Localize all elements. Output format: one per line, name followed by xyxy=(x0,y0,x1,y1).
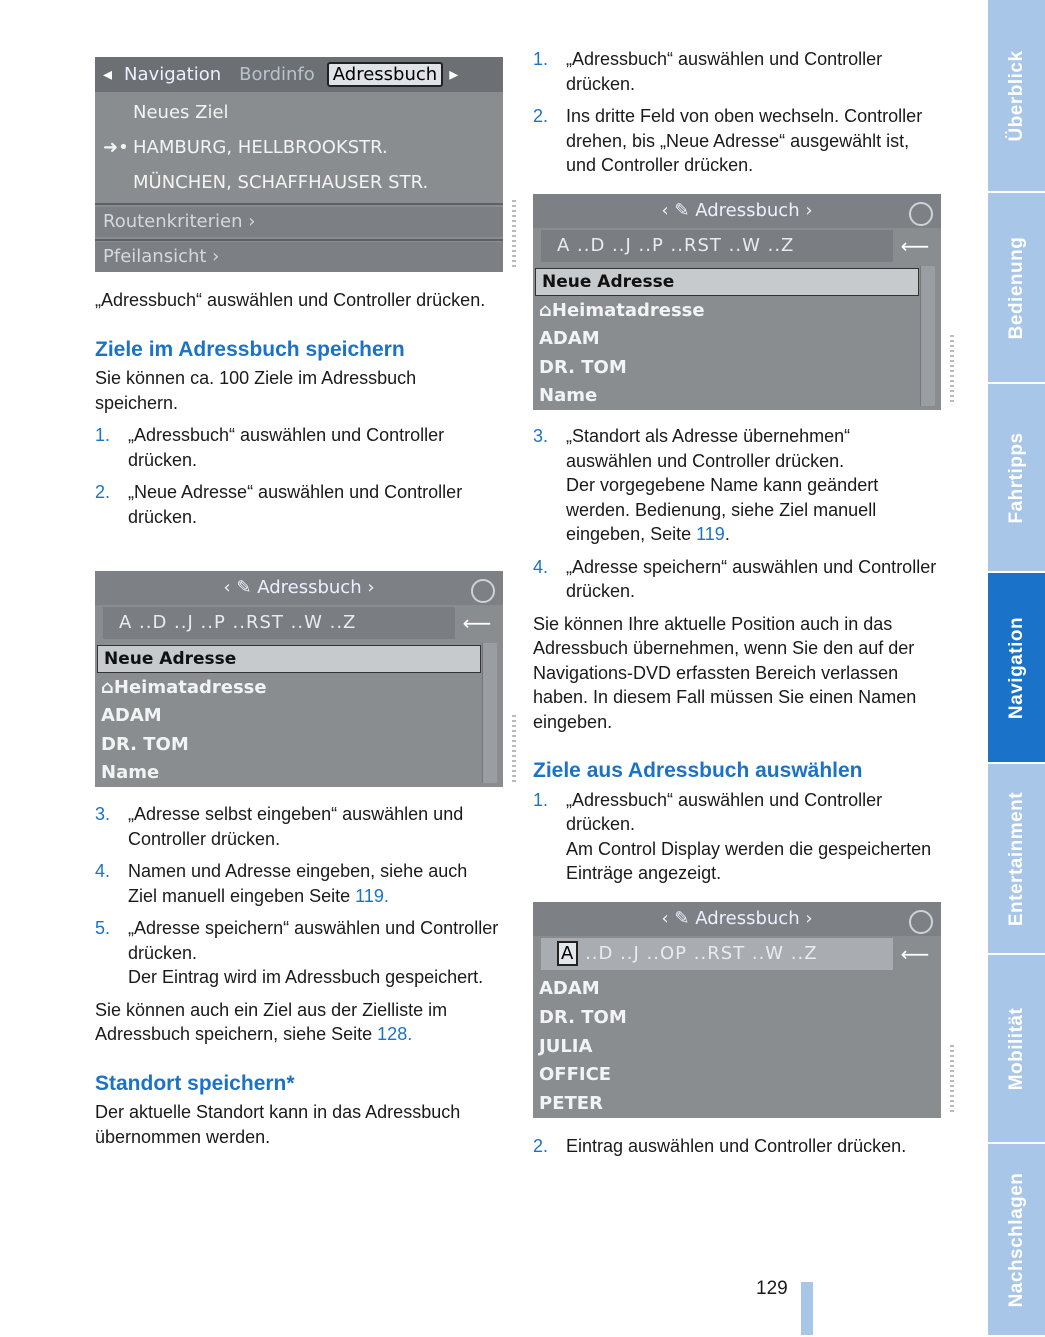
entry-heimatadresse xyxy=(539,300,705,321)
menu-entry-hamburg xyxy=(95,137,503,158)
addressbook-title-bar xyxy=(533,194,941,228)
step-number: 3. xyxy=(95,804,111,824)
navigation-screenshot xyxy=(95,57,503,272)
back-arrow-icon: ⟵ xyxy=(462,611,492,635)
menu-entry-neues-ziel: Neues Ziel xyxy=(133,102,229,123)
arrow-left-icon: ‹ xyxy=(661,908,675,929)
letter-selector: A ..D ..J ..P ..RST ..W ..Z xyxy=(541,230,893,262)
step-number: 1. xyxy=(95,425,111,445)
arrow-left-icon: ‹ xyxy=(223,577,237,598)
addressbook-title: Adressbuch xyxy=(257,577,362,598)
home-icon: ⌂ xyxy=(101,677,114,698)
tab-adressbuch: Adressbuch xyxy=(327,62,443,87)
list-item xyxy=(95,480,500,529)
entry-adam: ADAM xyxy=(101,705,162,726)
addressbook-list-screenshot xyxy=(533,902,941,1118)
zielliste-text: Sie können auch ein Ziel aus der Zielliste im Adressbuch speichern, siehe Seite xyxy=(95,999,448,1044)
entry-peter: PETER xyxy=(539,1093,603,1114)
step-subtext: Der Eintrag wird im Adressbuch gespeichert. xyxy=(128,967,484,987)
steps-list xyxy=(95,423,500,529)
arrow-right-icon: ▸ xyxy=(449,64,459,85)
caption-adressbuch: „Adressbuch“ auswählen und Controller drücken. xyxy=(95,290,486,310)
scrollbar xyxy=(920,266,935,406)
step-number: 5. xyxy=(95,918,111,938)
step-text: „Adressbuch“ auswählen und Controller drücken. xyxy=(128,425,445,470)
menu-pfeilansicht: Pfeilansicht › xyxy=(95,242,503,272)
list-item xyxy=(95,423,500,472)
steps-list xyxy=(533,1134,938,1159)
entry-julia: JULIA xyxy=(539,1036,593,1057)
step-subtext-body: Der vorgegebene Name kann geändert werden. Bedienung, siehe Ziel manuell eingeben, Seite xyxy=(566,475,879,544)
step-text: „Adresse speichern“ auswählen und Controller drücken. xyxy=(566,556,937,601)
list-item xyxy=(533,1134,938,1159)
sidebar-item-label: Bedienung xyxy=(1005,236,1027,339)
tab-bordinfo: Bordinfo xyxy=(239,64,315,85)
left-column-lower xyxy=(95,802,500,1149)
step-text: Ins dritte Feld von oben wechseln. Controller drehen, bis „Neue Adresse“ ausgewählt ist, und Controller drücken. xyxy=(566,106,923,175)
addressbook-title-bar xyxy=(95,571,503,605)
selected-entry: Neue Adresse xyxy=(97,645,481,673)
sidebar-item-fahrtipps[interactable] xyxy=(988,384,1045,573)
entry-adam: ADAM xyxy=(539,978,600,999)
heading-ziele-auswaehlen: Ziele aus Adressbuch auswählen xyxy=(533,759,863,782)
tab-navigation: Navigation xyxy=(124,64,222,85)
addressbook-title: Adressbuch xyxy=(695,908,800,929)
paragraph-standort: Der aktuelle Standort kann in das Adressbuch übernommen werden. xyxy=(95,1102,461,1147)
entry-label: Heimatadresse xyxy=(113,677,267,698)
entry-dr-tom: DR. TOM xyxy=(539,1007,627,1028)
image-marker xyxy=(950,335,954,405)
addressbook-icon: ✎ xyxy=(674,908,696,929)
list-item xyxy=(533,104,938,178)
step-text: „Adressbuch“ auswählen und Controller drücken. xyxy=(566,49,883,94)
steps-list xyxy=(95,802,500,990)
sidebar-item-label: Nachschlagen xyxy=(1005,1172,1027,1307)
steps-list xyxy=(533,788,938,886)
heading-ziele-speichern: Ziele im Adressbuch speichern xyxy=(95,337,405,361)
addressbook-screenshot-right xyxy=(533,194,941,410)
selected-entry: Neue Adresse xyxy=(535,268,919,296)
sidebar-item-label: Navigation xyxy=(1005,616,1027,719)
menu-entry-hamburg-label: HAMBURG, HELLBROOKSTR. xyxy=(133,137,388,158)
addressbook-title: Adressbuch xyxy=(695,200,800,221)
addressbook-title-bar xyxy=(533,902,941,936)
step-number: 2. xyxy=(95,482,111,502)
step-number: 2. xyxy=(533,1136,549,1156)
letter-selector: A ..D ..J ..P ..RST ..W ..Z xyxy=(103,607,455,639)
addressbook-icon: ✎ xyxy=(236,577,258,598)
sidebar-item-mobilitaet[interactable] xyxy=(988,955,1045,1144)
arrow-left-icon: ◂ xyxy=(103,64,113,85)
entry-adam: ADAM xyxy=(539,328,600,349)
step-subtext-end: . xyxy=(724,524,730,544)
list-item xyxy=(95,859,500,908)
step-text: Namen und Adresse eingeben, siehe auch Ziel manuell eingeben Seite xyxy=(128,861,468,906)
step-number: 1. xyxy=(533,49,549,69)
sidebar-item-entertainment[interactable] xyxy=(988,764,1045,955)
step-number: 4. xyxy=(533,556,549,577)
menu-routenkriterien: Routenkriterien › xyxy=(95,207,503,237)
page-number: 129 xyxy=(756,1278,788,1299)
sidebar-item-label: Überblick xyxy=(1005,49,1027,142)
zielliste-end: . xyxy=(407,1024,413,1044)
arrow-right-icon: › xyxy=(361,577,375,598)
entry-office: OFFICE xyxy=(539,1064,612,1085)
entry-name: Name xyxy=(539,385,598,406)
list-item xyxy=(533,47,938,96)
step-text: „Standort als Adresse übernehmen“ auswählen und Controller drücken. xyxy=(566,426,851,471)
page-link-128[interactable]: 128 xyxy=(377,1024,408,1044)
controller-icon xyxy=(909,910,933,934)
home-icon: ⌂ xyxy=(539,300,552,321)
arrow-right-icon: › xyxy=(799,908,813,929)
step-text-end: . xyxy=(383,885,389,906)
step-text: „Neue Adresse“ auswählen und Controller drücken. xyxy=(128,482,463,527)
heading-standort: Standort speichern* xyxy=(95,1071,295,1095)
scrollbar xyxy=(482,643,497,783)
controller-icon xyxy=(471,579,495,603)
steps-list xyxy=(533,424,938,604)
step-text: Eintrag auswählen und Controller drücken. xyxy=(566,1136,907,1156)
step-subtext xyxy=(566,473,938,547)
letter-range: ..D ..J ..OP ..RST ..W ..Z xyxy=(585,943,818,964)
arrow-pointer-icon: ➜• xyxy=(103,137,129,158)
step-text: „Adresse selbst eingeben“ auswählen und Controller drücken. xyxy=(128,804,464,849)
paragraph-position: Sie können Ihre aktuelle Position auch in das Adressbuch übernehmen, wenn Sie den auf der Navigations-DVD erfassten Bereich verlassen haben. In diesem Fall müssen Sie einen Namen eingeben. xyxy=(533,613,917,732)
right-column-middle xyxy=(533,424,938,894)
entry-name: Name xyxy=(101,762,160,783)
letter-selector xyxy=(541,938,893,970)
entry-heimatadresse xyxy=(101,677,267,698)
list-item xyxy=(533,788,938,886)
list-item xyxy=(533,424,938,547)
step-number: 3. xyxy=(533,426,549,446)
page-marker-bar xyxy=(801,1282,813,1335)
paragraph-zielliste xyxy=(95,998,500,1047)
selected-letter: A xyxy=(557,941,578,966)
paragraph-intro: Sie können ca. 100 Ziele im Adressbuch speichern. xyxy=(95,368,417,413)
page-link-119[interactable]: 119 xyxy=(696,524,725,544)
step-number: 2. xyxy=(533,106,549,126)
chapter-sidebar xyxy=(988,0,1045,1335)
sidebar-item-label: Fahrtipps xyxy=(1005,431,1027,524)
entry-dr-tom: DR. TOM xyxy=(539,357,627,378)
arrow-left-icon: ‹ xyxy=(661,200,675,221)
addressbook-icon: ✎ xyxy=(674,200,696,221)
controller-icon xyxy=(909,202,933,226)
list-item xyxy=(95,916,500,990)
list-item xyxy=(533,555,938,604)
screen-divider xyxy=(95,203,503,205)
menu-entry-muenchen: MÜNCHEN, SCHAFFHAUSER STR. xyxy=(133,172,429,193)
sidebar-item-bedienung[interactable] xyxy=(988,193,1045,384)
back-arrow-icon: ⟵ xyxy=(900,234,930,258)
left-column xyxy=(95,288,500,537)
addressbook-screenshot xyxy=(95,571,503,787)
steps-list xyxy=(533,47,938,178)
screen-divider xyxy=(95,239,503,241)
right-column xyxy=(533,47,938,186)
back-arrow-icon: ⟵ xyxy=(900,942,930,966)
sidebar-item-label: Mobilität xyxy=(1005,1007,1027,1090)
screen-tab-bar xyxy=(95,57,503,92)
image-marker xyxy=(512,200,516,270)
sidebar-item-navigation[interactable] xyxy=(988,573,1045,764)
sidebar-item-ueberblick[interactable] xyxy=(988,0,1045,193)
sidebar-item-nachschlagen[interactable] xyxy=(988,1144,1045,1337)
step-number: 1. xyxy=(533,789,549,810)
entry-label: Heimatadresse xyxy=(551,300,705,321)
image-marker xyxy=(950,1045,954,1115)
image-marker xyxy=(512,715,516,785)
step-subtext: Am Control Display werden die gespeicherten Einträge angezeigt. xyxy=(566,838,932,883)
step-text: „Adressbuch“ auswählen und Controller drücken. xyxy=(566,789,883,834)
right-column-lower xyxy=(533,1134,938,1167)
list-item xyxy=(95,802,500,851)
step-text: „Adresse speichern“ auswählen und Controller drücken. xyxy=(128,918,499,963)
entry-dr-tom: DR. TOM xyxy=(101,734,189,755)
step-number: 4. xyxy=(95,861,111,881)
sidebar-item-label: Entertainment xyxy=(1005,791,1027,926)
page-link-119[interactable]: 119 xyxy=(355,885,384,906)
arrow-right-icon: › xyxy=(799,200,813,221)
